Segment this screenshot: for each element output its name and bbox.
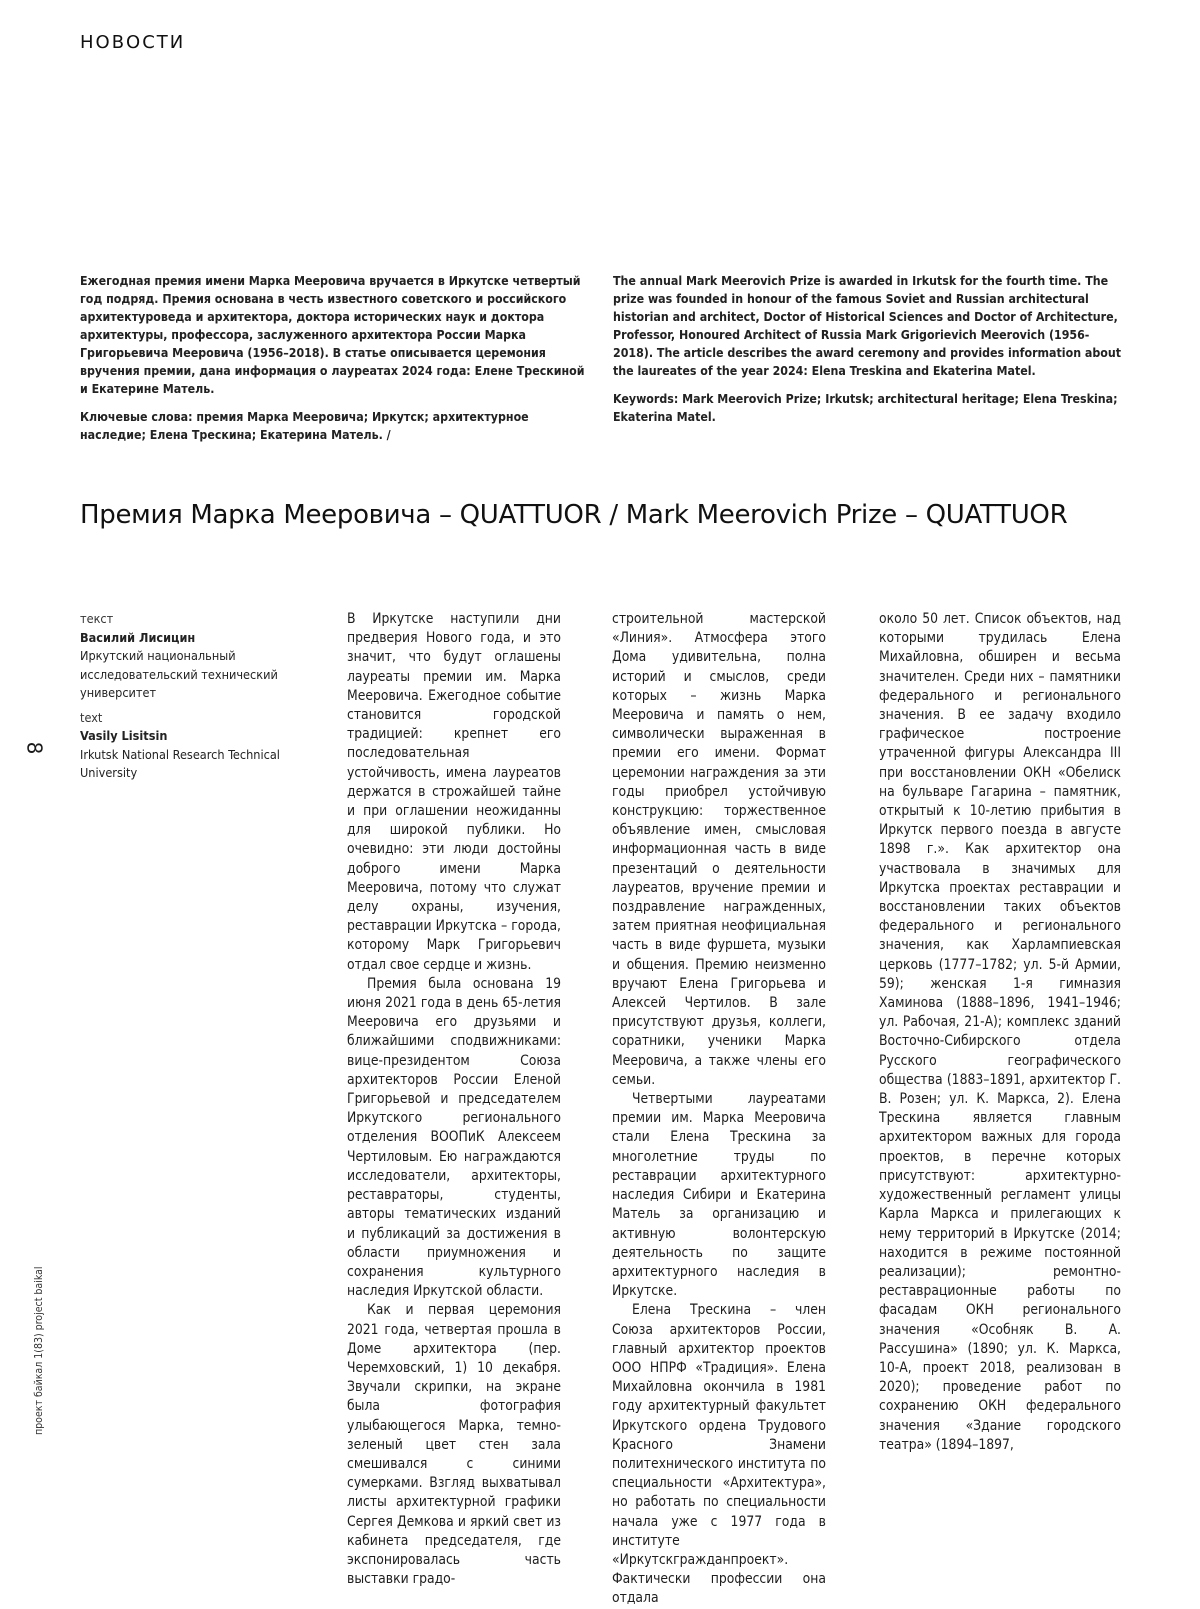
author-label-ru: текст <box>80 611 114 626</box>
body-column-3 <box>879 610 1121 1455</box>
keywords-ru: Ключевые слова: премия Марка Мееровича; Иркутск; архитектурное наследие; Елена Трескина; Екатерина Матель. / <box>80 410 529 442</box>
body-paragraph: В Иркутске наступили дни предверия Нового года, и это значит, что будут оглашены лауреаты премии им. Марка Мееровича. Ежегодное событие становится городской традицией: крепнет его последовательная устойчивость, имена лауреатов держатся в строжайшей тайне и при оглашении неожиданны для широкой публики. Но очевидно: эти люди достойны доброго имени Марка Мееровича, потому что служат делу охраны, изучения, реставрации Иркутска – города, которому Марк Григорьевич отдал свое сердце и жизнь. <box>347 611 561 973</box>
body-paragraph: Премия была основана 19 июня 2021 года в день 65-летия Мееровича его друзьями и ближайшими сподвижниками: вице-президентом Союза архитекторов России Еленой Григорьевой и председателем Иркутского регионального отделения ВООПиК Алексеем Чертиловым. Ею награждаются исследователи, архитекторы, реставраторы, студенты, авторы тематических изданий и публикаций за достижения в области приумножения и сохранения культурного наследия Иркутской области. <box>347 975 561 1300</box>
body-paragraph: Елена Трескина – член Союза архитекторов России, главный архитектор проектов ООО НПРФ «Традиция». Елена Михайловна окончила в 1981 году архитектурный факультет Иркутского ордена Трудового Красного Знамени политехнического института по специальности «Архитектура», но работать по специальности начала уже с 1977 года в институте «Иркутскгражданпроект». Фактически профессии она отдала <box>612 1302 826 1607</box>
running-foot: проект байкал 1(83) project baikal <box>33 1266 45 1435</box>
body-paragraph: Четвертыми лауреатами премии им. Марка Мееровича стали Елена Трескина за многолетние труды по реставрации архитектурного наследия Сибири и Екатерина Матель за организацию и активную волонтерскую деятельность по защите архитектурного наследия в Иркутске. <box>612 1091 826 1300</box>
abstract-en <box>613 272 1123 436</box>
body-paragraph: строительной мастерской «Линия». Атмосфера этого Дома удивительна, полна историй и смыслов, среди которых – жизнь Марка Мееровича и память о нем, символически выраженная в премии его имени. Формат церемонии награждения за эти годы приобрел устойчивую конструкцию: торжественное объявление имен, смысловая информационная часть в виде презентаций о деятельности лауреатов, вручение премии и поздравление награжденных, затем приятная неофициальная часть в виде фуршета, музыки и общения. Премию неизменно вручают Елена Григорьева и Алексей Чертилов. В зале присутствуют друзья, коллеги, соратники, ученики Марка Мееровича, а также члены его семьи. <box>612 611 826 1088</box>
page-number: 8 <box>22 741 47 755</box>
abstract-en-text: The annual Mark Meerovich Prize is awarded in Irkutsk for the fourth time. The prize was founded in honour of the famous Soviet and Russian architectural historian and architect, Doctor of Historical Sciences and Doctor of Architecture, Professor, Honoured Architect of Russia Mark Grigorievich Meerovich (1956-2018). The article describes the award ceremony and provides information about the laureates of the year 2024: Elena Treskina and Ekaterina Matel. <box>613 274 1122 378</box>
keywords-en: Keywords: Mark Meerovich Prize; Irkutsk; architectural heritage; Elena Treskina; Ekaterina Matel. <box>613 392 1118 424</box>
author-block <box>80 610 300 789</box>
section-label: НОВОСТИ <box>80 32 186 53</box>
author-affiliation-en: Irkutsk National Research Technical University <box>80 746 280 780</box>
author-name-ru: Василий Лисицин <box>80 629 196 645</box>
article-title: Премия Марка Мееровича – QUATTUOR / Mark Meerovich Prize – QUATTUOR <box>80 500 1068 530</box>
author-name-en: Vasily Lisitsin <box>80 728 168 743</box>
abstract-ru <box>80 272 588 454</box>
body-paragraph: Как и первая церемония 2021 года, четвертая прошла в Доме архитектора (пер. Черемховский, 1) 10 декабря. Звучали скрипки, на экране была фотография улыбающегося Марка, темно-зеленый цвет стен зала смешивался с синими сумерками. Взгляд выхватывал листы архитектурной графики Сергея Демкова и яркий свет из кабинета председателя, где экспонировалась часть выставки градо- <box>347 1302 561 1588</box>
author-affiliation-ru: Иркутский национальный исследовательский технический университет <box>80 648 278 700</box>
body-column-2 <box>612 610 826 1609</box>
abstract-ru-text: Ежегодная премия имени Марка Мееровича вручается в Иркутске четвертый год подряд. Премия основана в честь известного советского и российского архитектуроведа и архитектора, доктора исторических наук и доктора архитектуры, профессора, заслуженного архитектора России Марка Григорьевича Мееровича (1956–2018). В статье описывается церемония вручения премии, дана информация о лауреатах 2024 года: Елене Трескиной и Екатерине Матель. <box>80 274 585 396</box>
author-label-en: text <box>80 709 103 725</box>
body-column-1 <box>347 610 561 1589</box>
body-paragraph: около 50 лет. Список объектов, над которыми трудилась Елена Михайловна, обширен и весьма значителен. Среди них – памятники федерального и регионального значения. В ее задачу входило графическое построение утраченной фигуры Александра III при восстановлении ОКН «Обелиск на бульваре Гагарина – памятник, открытый к 10-летию прибытия в Иркутск первого поезда в августе 1898 г.». Как архитектор она участвовала в значимых для Иркутска проектах реставрации и восстановлении таких объектов федерального и регионального значения, как Харлампиевская церковь (1777–1782; ул. 5-й Армии, 59); женская 1-я гимназия Хаминова (1888–1896, 1941–1946; ул. Рабочая, 21-А); комплекс зданий Восточно-Сибирского отдела Русского географического общества (1883–1891, архитектор Г. В. Розен; ул. К. Маркса, 2). Елена Трескина является главным архитектором важных для города проектов, в перечне которых присутствуют: архитектурно-художественный регламент улицы Карла Маркса и прилегающих к нему территорий в Иркутске (2014; находится в режиме постоянной реализации); ремонтно-реставрационные работы по фасадам ОКН регионального значения «Особняк В. А. Рассушина» (1890; ул. К. Маркса, 10-А, проект 2018, реализован в 2020); проведение работ по сохранению ОКН федерального значения «Здание городского театра» (1894–1897, <box>879 611 1121 1453</box>
